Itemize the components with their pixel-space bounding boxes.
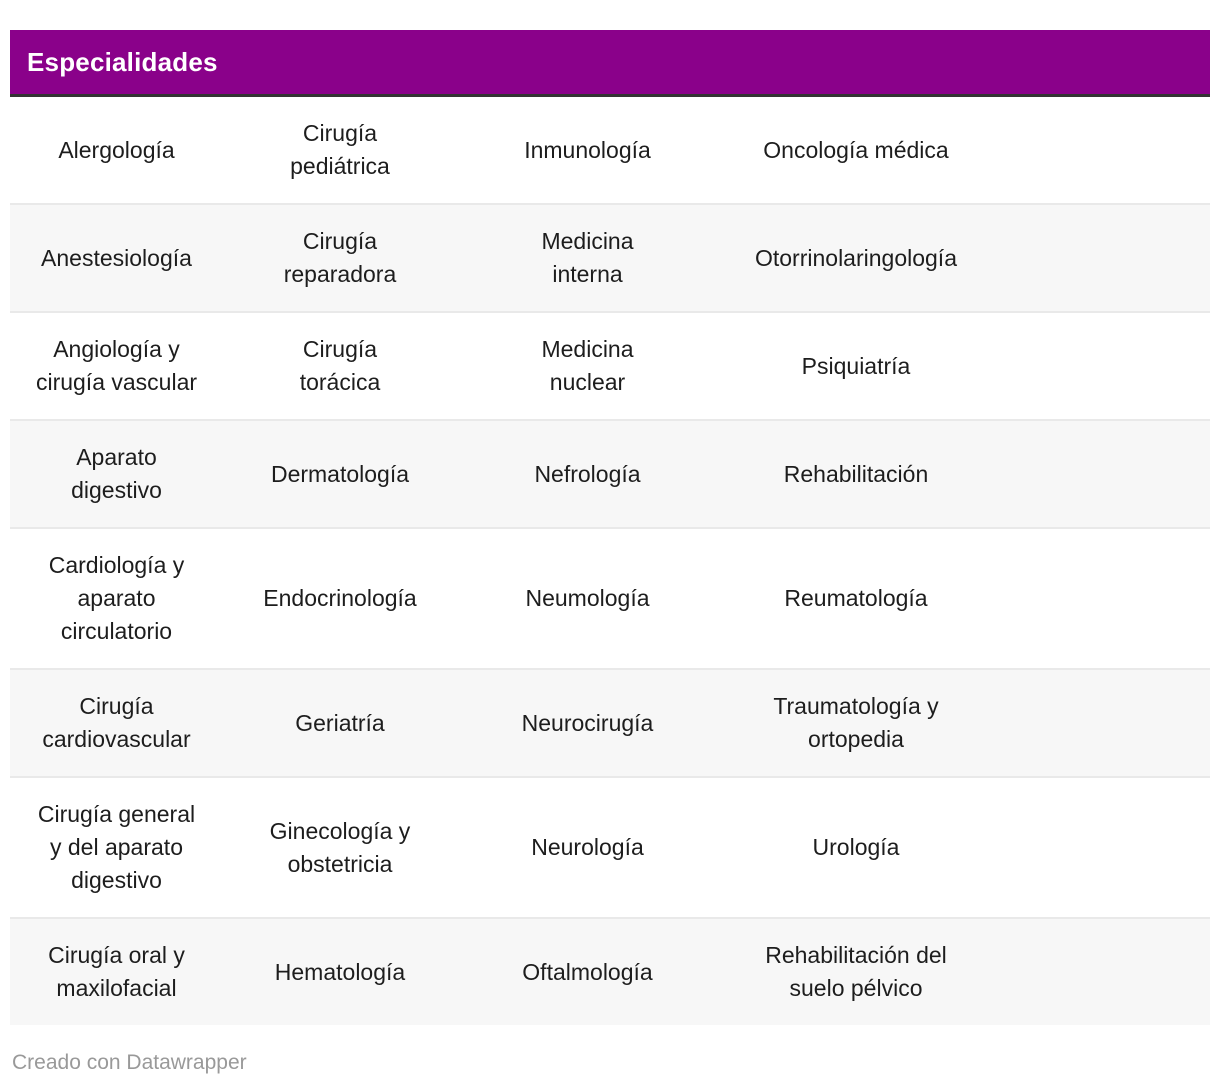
table-cell xyxy=(223,529,457,668)
table-cell xyxy=(457,529,718,668)
specialty-label: Neumología xyxy=(525,585,650,611)
table-cell xyxy=(10,778,223,917)
specialty-label: Oftalmología xyxy=(522,958,653,985)
specialty-label: Ginecología y obstetricia xyxy=(269,817,411,877)
table-cell xyxy=(718,313,994,419)
table-cell xyxy=(718,97,994,203)
specialty-label: Dermatología xyxy=(270,460,410,487)
table-header-bar xyxy=(10,30,1210,97)
specialty-label: Reumatología xyxy=(784,585,928,611)
table-cell xyxy=(223,670,457,776)
table-cell xyxy=(223,421,457,527)
specialty-label: Cirugía oral y maxilofacial xyxy=(48,942,185,1001)
specialty-label: Hematología xyxy=(274,958,406,985)
specialty-label: Cirugía pediátrica xyxy=(290,120,390,179)
specialty-label: Cirugía general y del aparato digestivo xyxy=(37,801,196,893)
attribution-link[interactable]: Creado con Datawrapper xyxy=(12,1051,247,1074)
table-row xyxy=(10,97,1210,203)
specialties-table xyxy=(10,97,1210,1025)
table-cell xyxy=(223,919,457,1025)
specialty-label: Medicina nuclear xyxy=(541,336,634,395)
table-cell xyxy=(457,97,718,203)
specialty-label: Anestesiología xyxy=(41,244,192,271)
specialty-label: Alergología xyxy=(58,136,175,163)
specialty-label: Inmunología xyxy=(524,136,651,163)
table-cell xyxy=(457,313,718,419)
specialty-label: Cardiología y aparato circulatorio xyxy=(48,552,185,644)
specialty-label: Urología xyxy=(812,834,900,860)
table-cell xyxy=(457,421,718,527)
specialty-label: Otorrinolaringología xyxy=(754,244,957,271)
attribution-footer xyxy=(12,1051,1210,1087)
table-cell xyxy=(457,205,718,311)
specialty-label: Cirugía reparadora xyxy=(283,228,397,287)
specialty-label: Psiquiatría xyxy=(801,352,911,379)
table-row xyxy=(10,917,1210,1025)
specialty-label: Oncología médica xyxy=(763,136,949,163)
table-cell xyxy=(10,529,223,668)
table-row xyxy=(10,776,1210,917)
specialty-label: Angiología y cirugía vascular xyxy=(35,336,198,395)
specialty-label: Traumatología y ortopedia xyxy=(773,693,939,752)
table-row xyxy=(10,527,1210,668)
specialty-label: Cirugía cardiovascular xyxy=(42,693,191,752)
table-cell xyxy=(718,421,994,527)
table-row xyxy=(10,203,1210,311)
table-cell xyxy=(10,97,223,203)
table-cell xyxy=(718,529,994,668)
table-cell xyxy=(457,778,718,917)
specialty-label: Rehabilitación del suelo pélvico xyxy=(765,942,947,1001)
specialty-label: Rehabilitación xyxy=(783,460,929,487)
table-cell xyxy=(10,313,223,419)
table-cell xyxy=(10,919,223,1025)
specialty-label: Endocrinología xyxy=(263,585,417,611)
table-cell xyxy=(10,421,223,527)
table-row xyxy=(10,668,1210,776)
specialty-label: Cirugía torácica xyxy=(299,336,381,395)
table-cell xyxy=(10,205,223,311)
table-cell xyxy=(10,670,223,776)
specialty-label: Neurología xyxy=(531,834,644,860)
table-cell xyxy=(718,205,994,311)
table-cell xyxy=(457,670,718,776)
table-cell xyxy=(718,670,994,776)
table-cell xyxy=(223,97,457,203)
table-cell xyxy=(223,778,457,917)
table-cell xyxy=(457,919,718,1025)
table-cell xyxy=(718,778,994,917)
table-title: Especialidades xyxy=(27,46,218,77)
table-row xyxy=(10,419,1210,527)
specialty-label: Neurocirugía xyxy=(521,709,654,736)
table-cell xyxy=(223,205,457,311)
specialty-label: Aparato digestivo xyxy=(71,444,162,503)
specialty-label: Nefrología xyxy=(534,460,641,487)
table-row xyxy=(10,311,1210,419)
specialty-label: Geriatría xyxy=(295,709,385,736)
specialty-label: Medicina interna xyxy=(541,228,634,287)
table-cell xyxy=(718,919,994,1025)
table-cell xyxy=(223,313,457,419)
